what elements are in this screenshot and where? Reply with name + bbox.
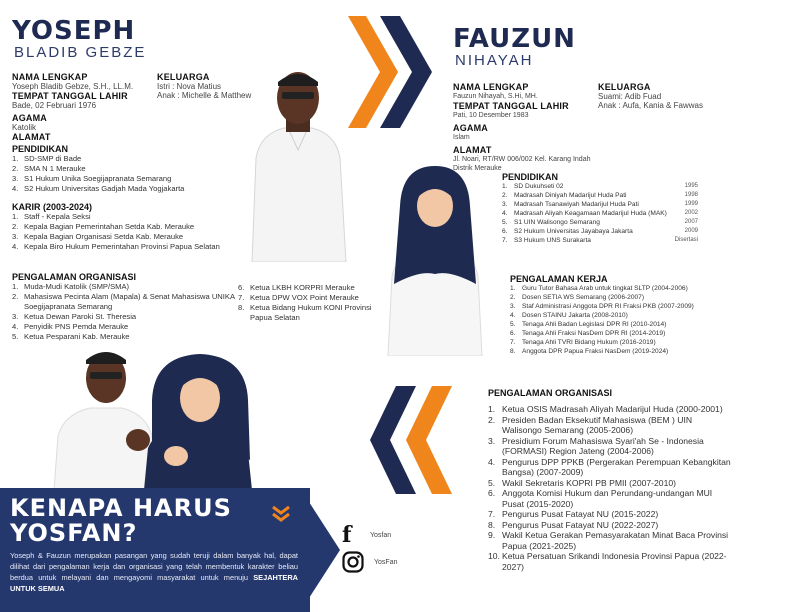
list-item-number: 8. [238,303,245,312]
list-item-text: Ketua Bidang Hukum KONI Provinsi Papua Selatan [250,303,372,322]
list-item-text: Kepala Bagian Organisasi Setda Kab. Merauke [24,232,184,241]
yoseph-last-name: BLADIB GEBZE [14,44,147,61]
list-item [502,227,698,236]
instagram-handle: YosFan [374,558,398,566]
list-item-number: 5. [502,219,508,226]
banner-title [10,496,232,546]
list-item [12,174,237,184]
list-item-text: Staf Administrasi Anggota DPR RI Fraksi PKB (2007-2009) [522,303,694,310]
list-item-text: Tenaga Ahli Fraksi NasDem DPR RI (2014-2019) [522,330,666,337]
list-item [12,212,245,222]
yoseph-karir-list [12,212,245,252]
fauzun-org-heading: PENGALAMAN ORGANISASI [488,388,613,398]
list-item-text: S2 Hukum Universitas Gadjah Mada Yogjakarta [24,184,185,193]
list-item-text: Ketua DPW VOX Point Merauke [250,293,359,302]
list-item [238,293,372,303]
fauzun-pendidikan-heading: PENDIDIKAN [502,172,559,182]
list-item [488,509,733,520]
yoseph-anak: Anak : Michelle & Matthew [157,91,252,100]
yoseph-karir-heading: KARIR (2003-2024) [12,202,93,212]
list-item [12,164,237,174]
yoseph-ttl-value: Bade, 02 Februari 1976 [12,101,97,110]
chevron-down-icon [270,504,292,522]
yoseph-org-heading: PENGALAMAN ORGANISASI [12,272,137,282]
list-item [510,338,710,347]
list-item-text: Tenaga Ahli Badan Legislasi DPR RI (2010-2014) [522,321,667,328]
list-item-text: Wakil Sekretaris KOPRI PB PMII (2007-2010) [502,477,677,488]
fauzun-agama-value: Islam [453,134,470,141]
list-item-text: Mahasiswa Pecinta Alam (Mapala) & Senat Mahasiswa UNIKA Soegijapranata Semarang [24,292,235,311]
list-item [488,530,733,551]
list-item-number: 8. [488,519,496,530]
facebook-icon: f [342,522,352,548]
instagram-link[interactable] [342,551,397,573]
list-item [12,154,237,164]
fauzun-ttl-label: TEMPAT TANGGAL LAHIR [453,101,569,111]
list-item [488,478,733,489]
list-item-year: 2009 [684,228,698,234]
list-item [502,191,698,200]
list-item-number: 2. [12,292,19,301]
list-item-year: Disertasi [674,237,698,243]
list-item [12,292,237,312]
facebook-handle: Yosfan [370,531,392,539]
list-item [12,184,237,194]
list-item [12,322,237,332]
fauzun-pendidikan-list [502,182,698,245]
list-item-number: 6. [488,488,496,498]
list-item-text: Staff - Kepala Seksi [24,212,91,221]
fauzun-org-list [488,404,733,572]
list-item [510,320,710,329]
list-item-text: Pengurus Pusat Fatayat NU (2022-2027) [502,519,659,530]
list-item [502,209,698,218]
list-item-number: 7. [488,509,496,519]
list-item-number: 3. [488,435,496,446]
list-item-number: 4. [502,210,508,217]
list-item [12,312,237,322]
list-item-text: Tenaga Ahli TVRI Bidang Hukum (2016-2019) [522,339,656,346]
list-item-number: 2. [12,164,19,173]
list-item-number: 1. [12,282,19,291]
list-item-text: S3 Hukum UNS Surakarta [514,237,591,244]
list-item-number: 4. [12,184,19,193]
list-item-text: Anggota DPR Papua Fraksi NasDem (2019-2024) [522,348,669,355]
list-item-text: Madrasah Tsanawiyah Madarijul Huda Pati [514,201,639,208]
banner-body-bold: SEJAHTERA UNTUK SEMUA [10,573,298,593]
list-item-number: 5. [12,332,19,341]
fauzun-portrait [380,166,490,356]
list-item [502,218,698,227]
list-item-text: Wakil Ketua Gerakan Pemasyarakatan Minat Baca Provinsi Papua (2021-2025) [502,530,729,551]
fauzun-alamat-label: ALAMAT [453,145,492,155]
list-item-number: 5. [488,477,496,488]
fauzun-kerja-heading: PENGALAMAN KERJA [510,274,608,284]
list-item [12,282,237,292]
list-item-text: Madrasah Diniyah Madarijul Huda Pati [514,192,627,199]
yoseph-org-list-2 [238,283,372,323]
fauzun-alamat-value: Jl. Noari, RT/RW 006/002 Kel. Karang Indah Distrik Merauke [453,156,591,172]
list-item-number: 3. [12,312,19,321]
list-item-number: 4. [12,322,19,331]
fauzun-agama-label: AGAMA [453,123,488,133]
list-item-text: Ketua Pesparani Kab. Merauke [24,332,130,341]
yoseph-keluarga-label: KELUARGA [157,72,210,82]
list-item-text: Guru Tutor Bahasa Arab untuk tingkat SLTP (2004-2006) [522,285,688,292]
list-item-text: S1 Hukum Unika Soegijapranata Semarang [24,174,172,183]
list-item-text: Ketua OSIS Madrasah Aliyah Madarijul Huda (2000-2001) [502,404,723,414]
yoseph-alamat-label: ALAMAT [12,132,51,142]
list-item [510,311,710,320]
list-item-number: 6. [510,330,516,337]
fauzun-nama-label: NAMA LENGKAP [453,82,529,92]
list-item [510,302,710,311]
list-item [502,236,698,245]
list-item-number: 1. [502,183,508,190]
list-item-number: 7. [502,237,508,244]
list-item-year: 2007 [684,219,698,225]
list-item-text: Ketua Persatuan Srikandi Indonesia Provinsi Papua (2022-2027) [502,551,727,572]
list-item-number: 2. [510,294,516,301]
list-item-number: 4. [510,312,516,319]
list-item-number: 2. [12,222,19,231]
list-item-text: Pengurus Pusat Fatayat NU (2015-2022) [502,509,659,519]
list-item [488,457,733,478]
list-item [12,222,245,232]
list-item-text: Dosen STAINU Jakarta (2008-2010) [522,312,628,319]
list-item-text: SD Dukuhseti 02 [514,183,564,190]
banner-title-line-1: KENAPA HARUS [10,494,232,522]
yoseph-pendidikan-heading: PENDIDIKAN [12,144,69,154]
yoseph-ttl-label: TEMPAT TANGGAL LAHIR [12,91,128,101]
list-item-number: 6. [502,228,508,235]
fauzun-last-name: NIHAYAH [455,52,534,69]
yoseph-first-name: YOSEPH [12,16,136,46]
list-item-year: 2002 [684,210,698,216]
list-item-number: 4. [12,242,19,251]
list-item [488,404,733,415]
yoseph-agama-value: Katolik [12,123,37,132]
list-item-number: 2. [488,414,496,425]
list-item [12,242,245,252]
list-item-number: 2. [502,192,508,199]
list-item-number: 3. [502,201,508,208]
list-item-number: 3. [510,303,516,310]
list-item-text: S1 UIN Walisongo Semarang [514,219,600,226]
chevron-bottom-decoration [368,384,464,496]
list-item-number: 4. [488,456,496,467]
list-item-text: Presidium Forum Mahasiswa Syari'ah Se - Indonesia (FORMASI) Region Jateng (2004-2006) [502,435,704,456]
list-item [488,436,733,457]
list-item-text: Kepala Bagian Pemerintahan Setda Kab. Merauke [24,222,195,231]
list-item [238,283,372,293]
banner-body [10,550,298,594]
list-item [488,520,733,531]
why-yosfan-banner [0,488,310,612]
list-item-year: 1998 [684,192,698,198]
list-item [510,347,710,356]
list-item-number: 8. [510,348,516,355]
list-item-text: Penyidik PNS Pemda Merauke [24,322,129,331]
list-item-number: 10. [488,551,500,561]
list-item-number: 1. [12,212,19,221]
list-item-text: Ketua LKBH KORPRI Merauke [250,283,355,292]
yoseph-agama-label: AGAMA [12,113,47,123]
list-item-text: Presiden Badan Eksekutif Mahasiswa (BEM ) UIN Walisongo Semarang (2005-2006) [502,414,693,435]
list-item-number: 3. [12,174,19,183]
yoseph-nama-label: NAMA LENGKAP [12,72,88,82]
list-item-text: Madrasah Aliyah Keagamaan Madarijul Huda (MAK) [514,210,667,217]
list-item [510,329,710,338]
yoseph-org-list-1 [12,282,237,342]
list-item-text: Dosen SETIA WS Semarang (2006-2007) [522,294,645,301]
list-item-text: Pengurus DPP PPKB (Pergerakan Perempuan Kebangkitan Bangsa) (2007-2009) [502,456,731,477]
fauzun-anak: Anak : Aufa, Kania & Fawwas [598,101,703,110]
candidates-group-portrait [52,340,257,490]
yoseph-istri: Istri : Nova Matius [157,82,222,91]
list-item-number: 1. [510,285,516,292]
list-item [502,200,698,209]
list-item [12,232,245,242]
fauzun-first-name: FAUZUN [453,24,576,54]
list-item-number: 9. [488,530,496,540]
yoseph-pendidikan-list [12,154,237,194]
list-item-number: 6. [238,283,245,292]
list-item-text: Kepala Biro Hukum Pemerintahan Provinsi Papua Selatan [24,242,220,251]
list-item-text: SMA N 1 Merauke [24,164,86,173]
list-item-text: Anggota Komisi Hukum dan Perundang-undangan MUI Pusat (2015-2020) [502,488,713,509]
list-item-text: Muda-Mudi Katolik (SMP/SMA) [24,282,130,291]
list-item [488,488,733,509]
fauzun-ttl-value: Pati, 10 Desember 1983 [453,112,529,119]
fauzun-nama-value: Fauzun Nihayah, S.Hi, MH. [453,93,538,100]
fauzun-keluarga-label: KELUARGA [598,82,651,92]
list-item-number: 3. [12,232,19,241]
list-item [510,284,710,293]
yoseph-portrait [238,66,358,262]
banner-arrow-tip [300,488,340,612]
list-item-text: Ketua Dewan Paroki St. Theresia [24,312,137,321]
list-item-text: S2 Hukum Universitas Jayabaya Jakarta [514,228,633,235]
list-item-year: 1995 [684,183,698,189]
list-item [502,182,698,191]
list-item [488,551,733,572]
banner-body-text: Yoseph & Fauzun merupakan pasangan yang sudah teruji dalam banyak hal, dapat dilihat dari pengalaman kerja dan organisasi yang telah membentuk karakter beliau berdua untuk melayani dan mengayomi masyarakat untuk menuju [10,551,298,582]
list-item-number: 5. [510,321,516,328]
list-item [488,415,733,436]
instagram-icon [342,551,364,573]
list-item-text: SD-SMP di Bade [24,154,82,163]
fauzun-suami: Suami: Adib Fuad [598,92,662,101]
list-item-number: 1. [488,404,496,414]
list-item-number: 1. [12,154,19,163]
list-item-number: 7. [510,339,516,346]
list-item [510,293,710,302]
facebook-link[interactable] [342,522,391,548]
yoseph-nama-value: Yoseph Bladib Gebze, S.H., LL.M. [12,82,134,91]
banner-title-line-2: YOSFAN? [10,519,138,547]
list-item-number: 7. [238,293,245,302]
fauzun-kerja-list [510,284,710,356]
list-item [238,303,372,323]
list-item-year: 1999 [684,201,698,207]
